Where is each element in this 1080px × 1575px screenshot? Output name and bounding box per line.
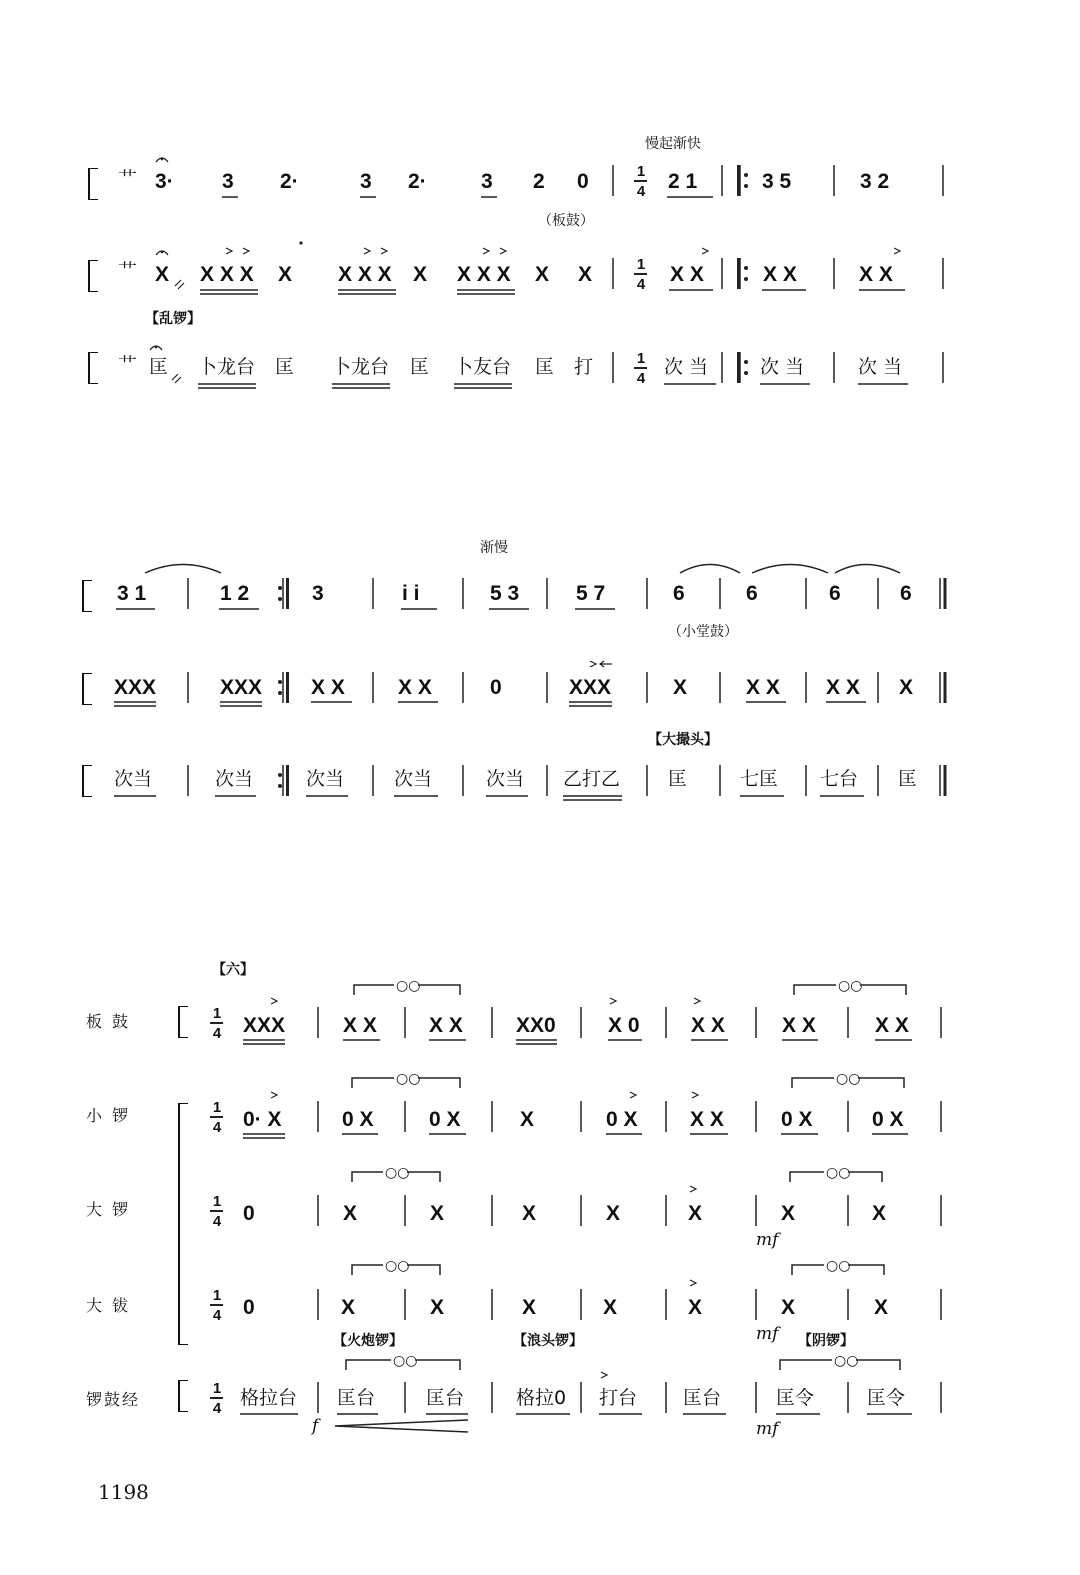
- note: 3 2: [860, 170, 890, 193]
- gong-syllable: 卜龙台: [198, 356, 256, 378]
- repeat-mark: ○○: [838, 978, 863, 994]
- note: 0 X: [606, 1108, 638, 1131]
- gong-syllable: 次当: [306, 768, 345, 790]
- free-time-mark: 艹: [118, 354, 138, 376]
- note: X X X: [457, 263, 511, 286]
- gong-syllable: 匡: [668, 768, 688, 790]
- gong-syllable: 次 当: [664, 356, 709, 378]
- gong-syllable: 匡令: [867, 1387, 906, 1409]
- note: X: [603, 1296, 618, 1319]
- note: X X: [691, 1014, 725, 1037]
- note: X 0: [608, 1014, 640, 1037]
- note: 0: [243, 1296, 255, 1319]
- gong-syllable: 次当: [215, 768, 254, 790]
- note: 0· X: [243, 1108, 282, 1131]
- note: 1 2: [220, 582, 250, 605]
- sub-label-huopaoluo: 【火炮锣】: [333, 1333, 403, 1349]
- gong-syllable: 次当: [486, 768, 525, 790]
- free-time-mark: 艹: [118, 168, 138, 190]
- gong-syllable: 乙打乙: [563, 768, 621, 790]
- note: X: [874, 1296, 889, 1319]
- note: XXX: [569, 676, 612, 699]
- time-sig-top: 1: [636, 256, 646, 273]
- time-sig-bottom: 4: [212, 1025, 222, 1042]
- note: X X: [690, 1108, 724, 1131]
- note: X: [899, 676, 914, 699]
- note: 2·: [408, 170, 427, 193]
- note: 6: [829, 582, 841, 605]
- repeat-mark: ○○: [834, 1353, 859, 1369]
- instrument-label-luogujing: 锣鼓经: [86, 1390, 141, 1409]
- time-sig-top: 1: [636, 163, 646, 180]
- time-sig-bottom: 4: [636, 183, 646, 200]
- note: 2: [533, 170, 545, 193]
- time-sig-top: 1: [212, 1099, 222, 1116]
- repeat-mark: ○○: [385, 1258, 410, 1274]
- dynamic-mf: mf: [756, 1324, 779, 1344]
- note: X X: [763, 263, 797, 286]
- gong-syllable: 次当: [114, 768, 153, 790]
- gong-syllable: 次 当: [858, 356, 903, 378]
- section-label-2: 【大撮头】: [648, 732, 718, 748]
- page-number: 1198: [98, 1480, 149, 1504]
- gong-syllable: 匡: [898, 768, 918, 790]
- repeat-mark: ○○: [385, 1165, 410, 1181]
- note: 3: [222, 170, 234, 193]
- note: i i: [402, 582, 420, 605]
- gong-syllable: 次当: [394, 768, 433, 790]
- note: X: [430, 1296, 445, 1319]
- gong-syllable: 匡: [410, 356, 430, 378]
- note: 0 X: [429, 1108, 461, 1131]
- note: X X: [826, 676, 860, 699]
- note: X: [781, 1296, 796, 1319]
- time-sig-bottom: 4: [636, 370, 646, 387]
- note: 6: [746, 582, 758, 605]
- repeat-mark: ○○: [826, 1165, 851, 1181]
- note: XXX: [243, 1014, 286, 1037]
- note: X: [606, 1202, 621, 1225]
- gong-syllable: 打: [574, 356, 594, 378]
- note: 0: [490, 676, 502, 699]
- note: 3·: [155, 170, 174, 193]
- gong-syllable: 卜友台: [454, 356, 512, 378]
- time-sig-top: 1: [212, 1380, 222, 1397]
- gong-syllable: 次 当: [760, 356, 805, 378]
- note: 0: [243, 1202, 255, 1225]
- note: X: [522, 1202, 537, 1225]
- gong-syllable: 匡台: [337, 1387, 376, 1409]
- note: X X X: [200, 263, 254, 286]
- note: X X: [859, 263, 893, 286]
- time-sig-top: 1: [212, 1005, 222, 1022]
- note: X X X: [338, 263, 392, 286]
- note: X X: [875, 1014, 909, 1037]
- free-time-mark: 艹: [118, 260, 138, 282]
- section-label-3: 【六】: [212, 962, 254, 978]
- note: 5 3: [490, 582, 520, 605]
- gong-syllable: 匡令: [776, 1387, 815, 1409]
- time-sig-bottom: 4: [636, 276, 646, 293]
- note: 0 X: [781, 1108, 813, 1131]
- note: X: [522, 1296, 537, 1319]
- repeat-mark: ○○: [393, 1353, 418, 1369]
- note: X: [278, 263, 293, 286]
- time-sig-top: 1: [212, 1287, 222, 1304]
- time-sig-bottom: 4: [212, 1307, 222, 1324]
- sub-label-yinluo: 【阴锣】: [798, 1333, 854, 1349]
- time-sig-top: 1: [636, 350, 646, 367]
- note: 5 7: [576, 582, 606, 605]
- repeat-mark: ○○: [836, 1071, 861, 1087]
- repeat-mark: ○○: [396, 1071, 421, 1087]
- note: X X: [782, 1014, 816, 1037]
- instrument-note-2: （小堂鼓）: [668, 624, 738, 640]
- note: X: [520, 1108, 535, 1131]
- gong-syllable: 匡: [275, 356, 295, 378]
- note: 0 X: [872, 1108, 904, 1131]
- note: X: [673, 676, 688, 699]
- note: X: [341, 1296, 356, 1319]
- instrument-label-xiaoluo: 小锣: [86, 1106, 139, 1125]
- note: X X: [311, 676, 345, 699]
- note: X X: [343, 1014, 377, 1037]
- gong-syllable: 格拉台: [240, 1387, 298, 1409]
- gong-syllable: 七匡: [740, 768, 779, 790]
- note: X: [872, 1202, 887, 1225]
- note: X: [155, 263, 170, 286]
- note: X X: [670, 263, 704, 286]
- gong-syllable: 匡台: [426, 1387, 465, 1409]
- gong-syllable: 匡: [149, 356, 169, 378]
- sub-label-langtouluo: 【浪头锣】: [513, 1333, 583, 1349]
- time-sig-bottom: 4: [212, 1400, 222, 1417]
- dynamic-mf: mf: [756, 1419, 779, 1439]
- note: 0: [577, 170, 589, 193]
- note: X: [578, 263, 593, 286]
- dynamic-f: f: [312, 1416, 319, 1436]
- gong-syllable: 匡台: [683, 1387, 722, 1409]
- instrument-note-1: （板鼓）: [538, 213, 594, 229]
- gong-syllable: 匡: [535, 356, 555, 378]
- note: XX0: [516, 1014, 556, 1037]
- note: 6: [900, 582, 912, 605]
- note: X: [688, 1296, 703, 1319]
- instrument-label-daluo: 大锣: [86, 1200, 139, 1219]
- note: X: [343, 1202, 358, 1225]
- note: 0 X: [342, 1108, 374, 1131]
- note: X: [430, 1202, 445, 1225]
- note: 3: [481, 170, 493, 193]
- note: X: [413, 263, 428, 286]
- note: 3: [360, 170, 372, 193]
- section-label-1: 【乱锣】: [145, 311, 201, 327]
- gong-syllable: 卜龙台: [332, 356, 390, 378]
- tempo-marking-2: 渐慢: [480, 540, 508, 556]
- note: 2·: [280, 170, 299, 193]
- gong-syllable: 七台: [820, 768, 859, 790]
- note: 2 1: [668, 170, 698, 193]
- note: 6: [673, 582, 685, 605]
- note: X X: [398, 676, 432, 699]
- note: 3: [312, 582, 324, 605]
- repeat-mark: ○○: [396, 978, 421, 994]
- repeat-mark: ○○: [826, 1258, 851, 1274]
- instrument-label-bangu: 板鼓: [86, 1012, 139, 1031]
- note: X: [535, 263, 550, 286]
- note: XXX: [220, 676, 263, 699]
- note: X X: [746, 676, 780, 699]
- tempo-marking-1: 慢起渐快: [645, 136, 701, 152]
- time-sig-top: 1: [212, 1193, 222, 1210]
- time-sig-bottom: 4: [212, 1119, 222, 1136]
- note: 3 1: [117, 582, 147, 605]
- instrument-label-dabo: 大钹: [86, 1296, 139, 1315]
- note: XXX: [114, 676, 157, 699]
- note: X: [781, 1202, 796, 1225]
- gong-syllable: 格拉0: [516, 1387, 567, 1409]
- time-sig-bottom: 4: [212, 1213, 222, 1230]
- note: X X: [429, 1014, 463, 1037]
- note: X: [688, 1202, 703, 1225]
- dynamic-mf: mf: [756, 1230, 779, 1250]
- gong-syllable: 打台: [599, 1387, 638, 1409]
- note: 3 5: [762, 170, 792, 193]
